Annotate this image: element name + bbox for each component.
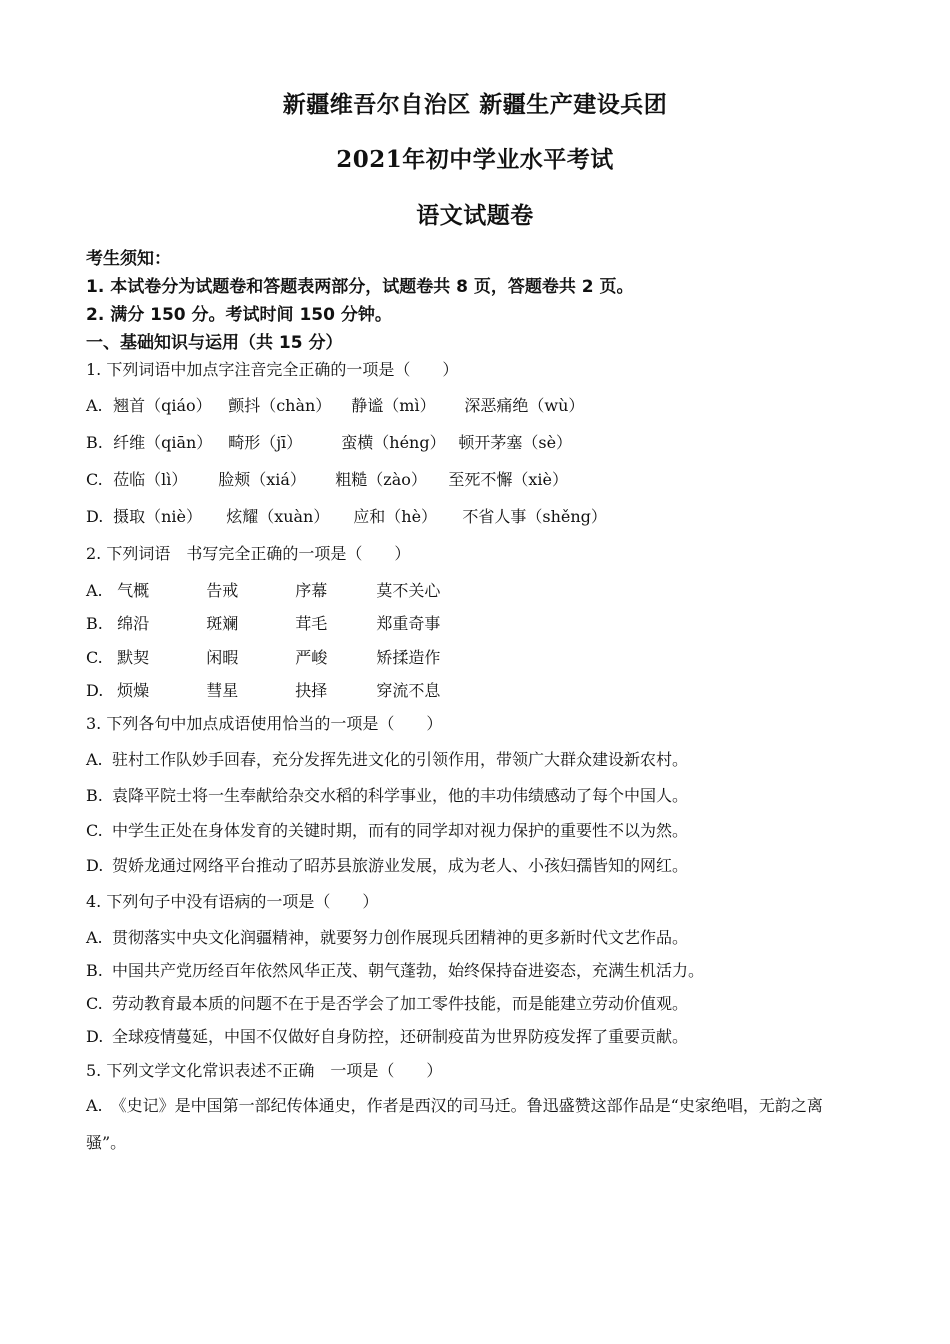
option-item: 畸形（jī） <box>228 433 303 452</box>
header-exam-title: 2021年初中学业水平考试 <box>336 146 614 173</box>
option-item: 郑重奇事 <box>376 614 441 633</box>
q3-stem: 3. 下列各句中加点成语使用恰当的一项是（ ） <box>86 714 443 733</box>
option-label: A. <box>86 581 103 600</box>
option-label: B. <box>86 614 103 633</box>
option-item: 摄取（niè） <box>113 507 202 526</box>
option-text: 劳动教育最本质的问题不在于是否学会了加工零件技能，而是能建立劳动价值观。 <box>112 994 689 1013</box>
q1-option-c <box>86 467 568 490</box>
option-label: D. <box>86 681 104 700</box>
option-item: 深恶痛绝（wù） <box>464 396 585 415</box>
option-item: 炫耀（xuàn） <box>226 507 330 526</box>
option-item: 粗糙（zào） <box>335 470 427 489</box>
notice-heading: 考生须知： <box>86 249 171 269</box>
option-item: 莅临（lì） <box>113 470 188 489</box>
option-text: 贺娇龙通过网络平台推动了昭苏县旅游业发展，成为老人、小孩妇孺皆知的网红。 <box>112 856 689 875</box>
q2-option-d <box>86 678 440 701</box>
option-item: 穿流不息 <box>376 681 441 700</box>
q2-option-a <box>86 578 440 601</box>
option-label: A. <box>86 928 103 947</box>
option-item: 莫不关心 <box>376 581 441 600</box>
option-text: 中学生正处在身体发育的关键时期，而有的同学却对视力保护的重要性不以为然。 <box>112 821 689 840</box>
option-item: 翘首（qiáo） <box>113 396 212 415</box>
option-label: D. <box>86 507 104 526</box>
q1-stem: 1. 下列词语中加点字注音完全正确的一项是（ ） <box>86 360 459 379</box>
q4-option-b <box>86 958 704 981</box>
option-text: 驻村工作队妙手回春，充分发挥先进文化的引领作用，带领广大群众建设新农村。 <box>112 750 689 769</box>
q5-option-a: A. 《史记》是中国第一部纪传体通史，作者是西汉的司马迁。鲁迅盛赞这部作品是“史家绝唱，无韵之离骚”。 <box>86 1096 823 1152</box>
q3-option-a <box>86 747 688 770</box>
option-label: C. <box>86 470 103 489</box>
option-item: 彗星 <box>206 681 239 700</box>
option-item: 蛮横（héng） <box>341 433 446 452</box>
option-item: 烦燥 <box>117 681 150 700</box>
option-item: 绵沿 <box>117 614 150 633</box>
q1-option-b <box>86 430 572 453</box>
option-item: 气概 <box>117 581 150 600</box>
option-item: 默契 <box>117 648 150 667</box>
option-item: 矫揉造作 <box>376 648 441 667</box>
option-item: 纤维（qiān） <box>113 433 213 452</box>
option-label: B. <box>86 786 103 805</box>
q1-option-a <box>86 393 584 416</box>
option-item: 颤抖（chàn） <box>228 396 332 415</box>
option-label: C. <box>86 821 103 840</box>
option-item: 脸颊（xiá） <box>218 470 306 489</box>
option-item: 严峻 <box>295 648 328 667</box>
option-text: 袁降平院士将一生奉献给杂交水稻的科学事业，他的丰功伟绩感动了每个中国人。 <box>112 786 689 805</box>
option-text: 贯彻落实中央文化润疆精神，就要努力创作展现兵团精神的更多新时代文艺作品。 <box>112 928 689 947</box>
option-item: 应和（hè） <box>353 507 438 526</box>
option-item: 不省人事（shěng） <box>462 507 607 526</box>
q3-option-d <box>86 853 688 876</box>
option-label: D. <box>86 856 104 875</box>
q2-option-c <box>86 645 440 668</box>
option-label: C. <box>86 994 103 1013</box>
option-label: A. <box>86 396 103 415</box>
option-label: B. <box>86 433 103 452</box>
q2-option-b <box>86 611 440 634</box>
section-1-title: 一、基础知识与运用（共 15 分） <box>86 333 343 353</box>
header-paper-title: 语文试题卷 <box>416 202 534 229</box>
option-item: 静谧（mì） <box>351 396 436 415</box>
q4-option-c <box>86 991 688 1014</box>
notice-item-2: 2. 满分 150 分。考试时间 150 分钟。 <box>86 305 392 325</box>
notice-item-1: 1. 本试卷分为试题卷和答题表两部分，试题卷共 8 页，答题卷共 2 页。 <box>86 277 634 297</box>
option-item: 顿开茅塞（sè） <box>458 433 573 452</box>
option-label: A. <box>86 750 103 769</box>
header-region-title: 新疆维吾尔自治区 新疆生产建设兵团 <box>282 91 668 118</box>
option-label: C. <box>86 648 103 667</box>
q3-option-b <box>86 783 688 806</box>
option-item: 抉择 <box>295 681 328 700</box>
option-text: 全球疫情蔓延，中国不仅做好自身防控，还研制疫苗为世界防疫发挥了重要贡献。 <box>112 1027 689 1046</box>
q4-stem: 4. 下列句子中没有语病的一项是（ ） <box>86 892 379 911</box>
option-item: 茸毛 <box>295 614 328 633</box>
option-label: B. <box>86 961 103 980</box>
option-text: 中国共产党历经百年依然风华正茂、朝气蓬勃，始终保持奋进姿态，充满生机活力。 <box>112 961 705 980</box>
option-item: 闲暇 <box>206 648 239 667</box>
option-item: 斑斓 <box>206 614 239 633</box>
q1-option-d <box>86 504 607 527</box>
option-item: 告戒 <box>206 581 239 600</box>
option-item: 序幕 <box>295 581 328 600</box>
q4-option-a <box>86 925 688 948</box>
q2-stem: 2. 下列词语 书写完全正确的一项是（ ） <box>86 544 411 563</box>
q5-stem: 5. 下列文学文化常识表述不正确 一项是（ ） <box>86 1061 443 1080</box>
q4-option-d <box>86 1024 688 1047</box>
option-label: D. <box>86 1027 104 1046</box>
q3-option-c <box>86 818 688 841</box>
option-item: 至死不懈（xiè） <box>448 470 568 489</box>
